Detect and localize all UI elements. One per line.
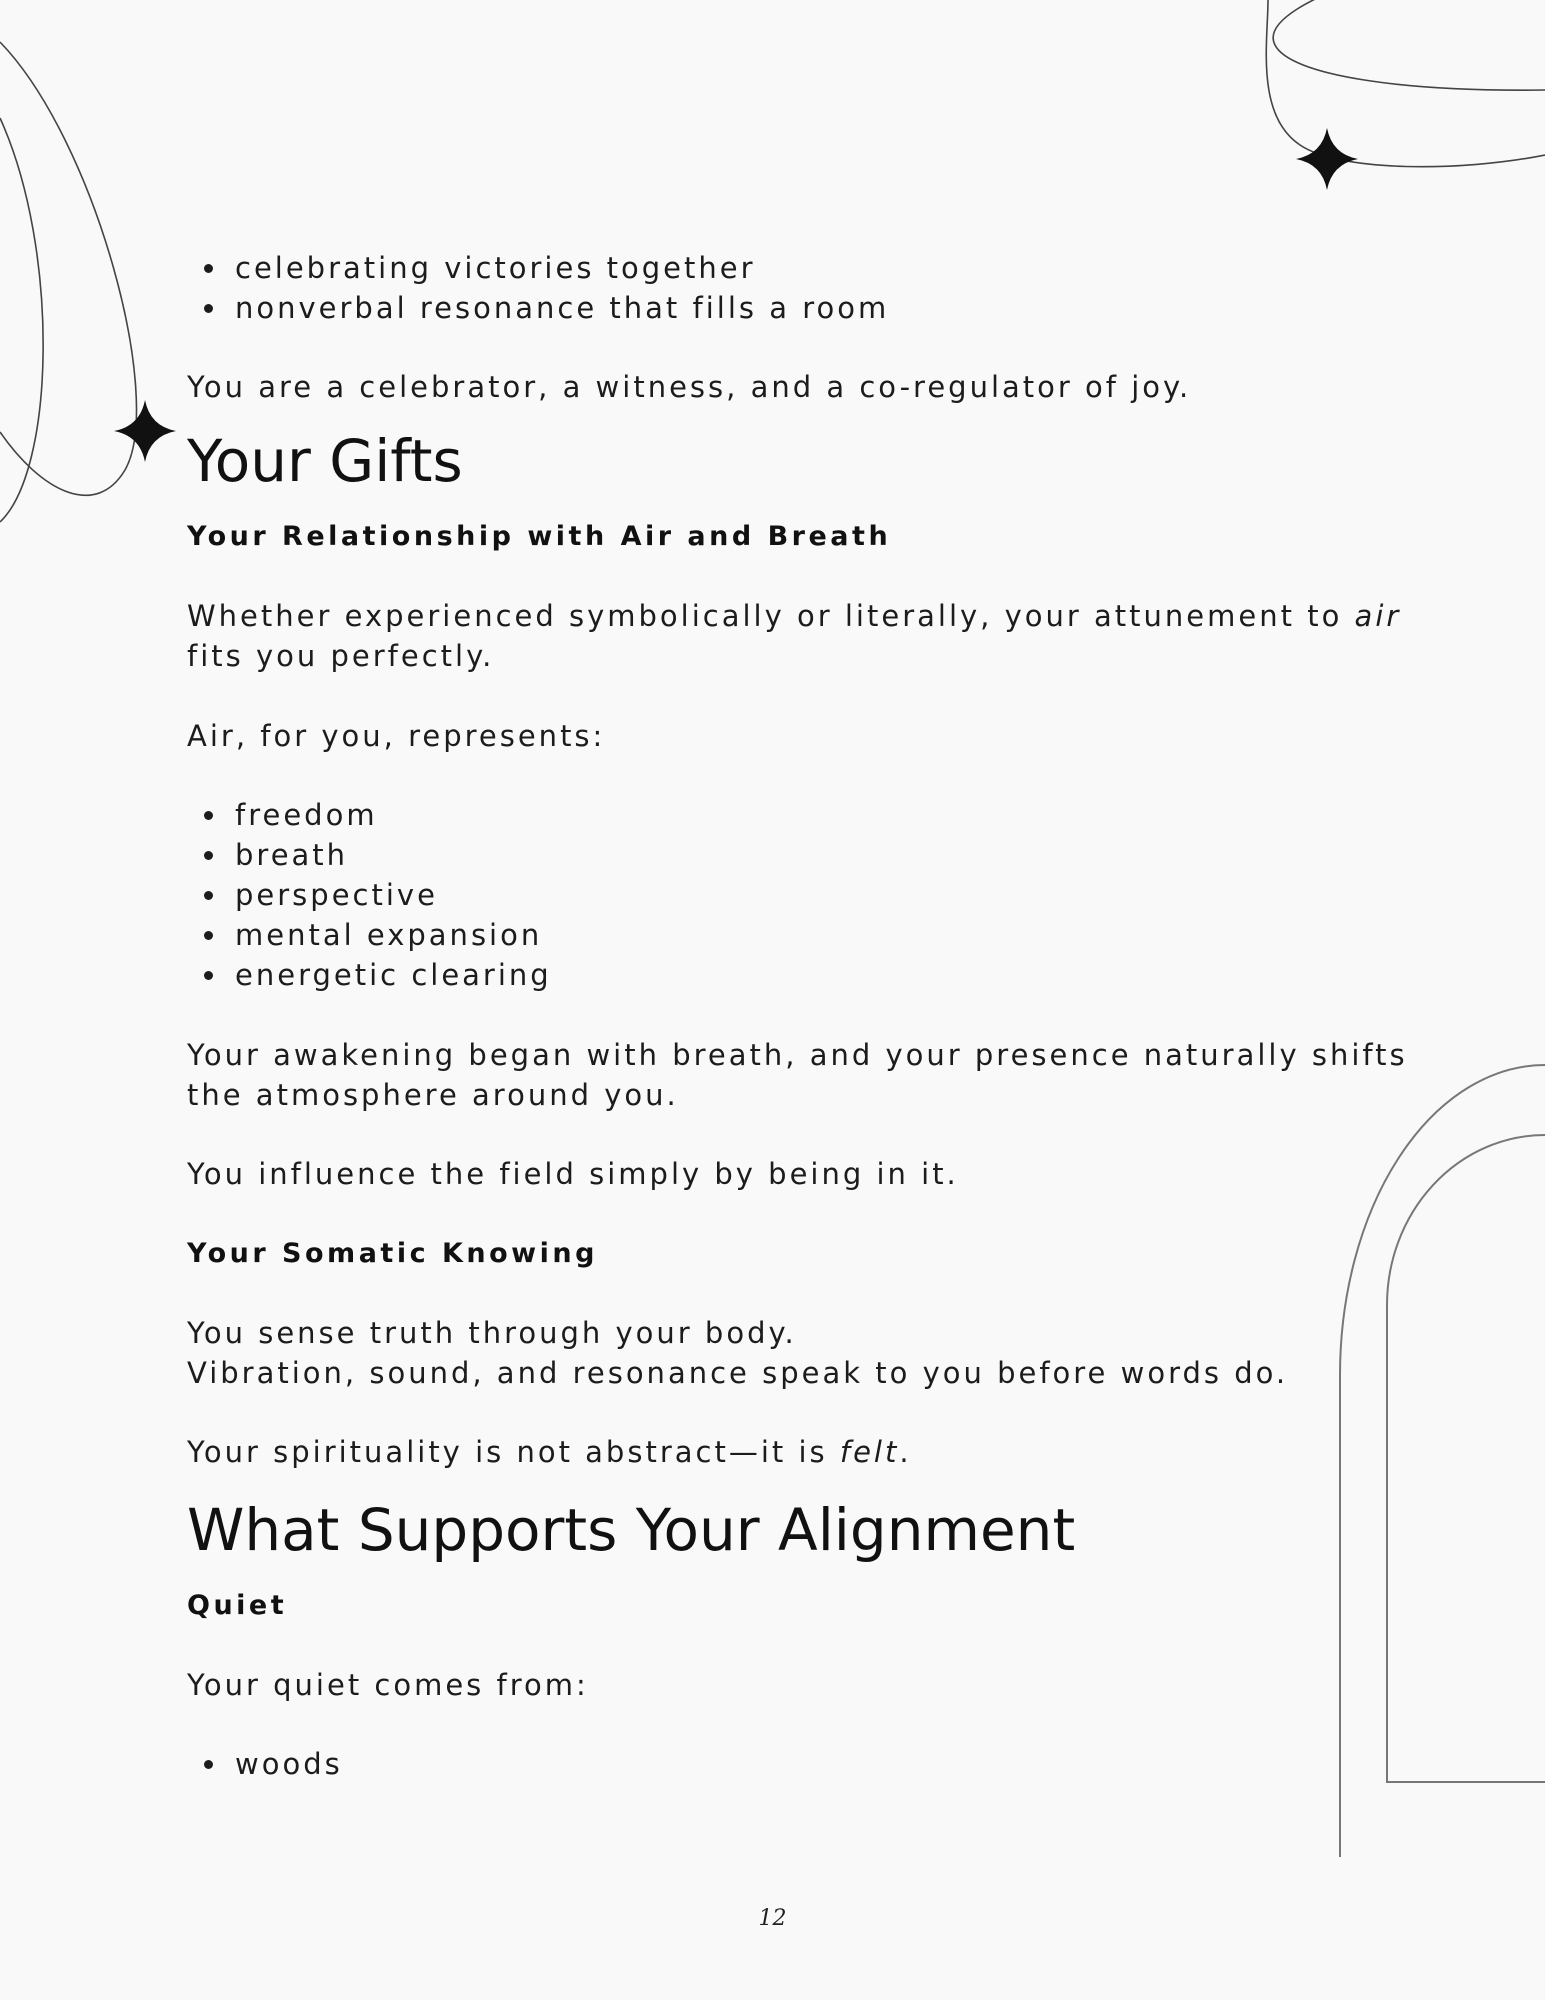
page-content: [187, 248, 1427, 1784]
awakening-line1: Your awakening began with breath, and your presence naturally shifts: [187, 1038, 1408, 1072]
page-number: 12: [758, 1906, 787, 1931]
list-item: celebrating victories together: [187, 248, 1427, 288]
somatic-line1: You sense truth through your body.: [187, 1316, 797, 1350]
felt-emphasis: felt: [839, 1435, 900, 1469]
intro-paragraph: You are a celebrator, a witness, and a co-regulator of joy.: [187, 370, 1192, 404]
air-paragraph-line2: fits you perfectly.: [187, 639, 495, 673]
list-item: freedom: [187, 795, 1427, 835]
air-paragraph: [187, 596, 1427, 676]
list-item: nonverbal resonance that fills a room: [187, 288, 1427, 328]
spirituality-end: .: [899, 1435, 912, 1469]
top-right-orbit-a: [1273, 0, 1545, 90]
influence-paragraph: You influence the field simply by being in it.: [187, 1157, 959, 1191]
subheading-quiet: Quiet: [187, 1590, 288, 1621]
subheading-air-and-breath: Your Relationship with Air and Breath: [187, 521, 892, 552]
spirituality-text: Your spirituality is not abstract—it is: [187, 1435, 840, 1469]
air-represents-list: [187, 795, 1427, 995]
air-emphasis: air: [1354, 599, 1402, 633]
list-item: breath: [187, 835, 1427, 875]
somatic-paragraph: [187, 1313, 1427, 1393]
list-item: perspective: [187, 875, 1427, 915]
section-title-gifts: Your Gifts: [187, 427, 463, 495]
list-item: mental expansion: [187, 915, 1427, 955]
air-represents-intro: Air, for you, represents:: [187, 719, 606, 753]
top-left-orbit-outer: [0, 42, 136, 495]
awakening-paragraph: [187, 1035, 1427, 1115]
quiet-intro: Your quiet comes from:: [187, 1668, 589, 1702]
top-left-orbit-inner: [0, 118, 43, 522]
top-right-orbit-b: [1266, 0, 1545, 167]
list-item: woods: [187, 1744, 1427, 1784]
section-title-alignment: What Supports Your Alignment: [187, 1496, 1076, 1564]
subheading-somatic-knowing: Your Somatic Knowing: [187, 1238, 598, 1269]
spirituality-paragraph: [187, 1432, 1427, 1472]
quiet-list: [187, 1744, 1427, 1784]
air-paragraph-text: Whether experienced symbolically or literally, your attunement to: [187, 599, 1355, 633]
list-item: energetic clearing: [187, 955, 1427, 995]
sparkle-icon: [114, 400, 176, 462]
intro-bullet-list: [187, 248, 1427, 328]
somatic-line2: Vibration, sound, and resonance speak to you before words do.: [187, 1356, 1289, 1390]
awakening-line2: the atmosphere around you.: [187, 1078, 679, 1112]
sparkle-icon: [1296, 128, 1358, 190]
